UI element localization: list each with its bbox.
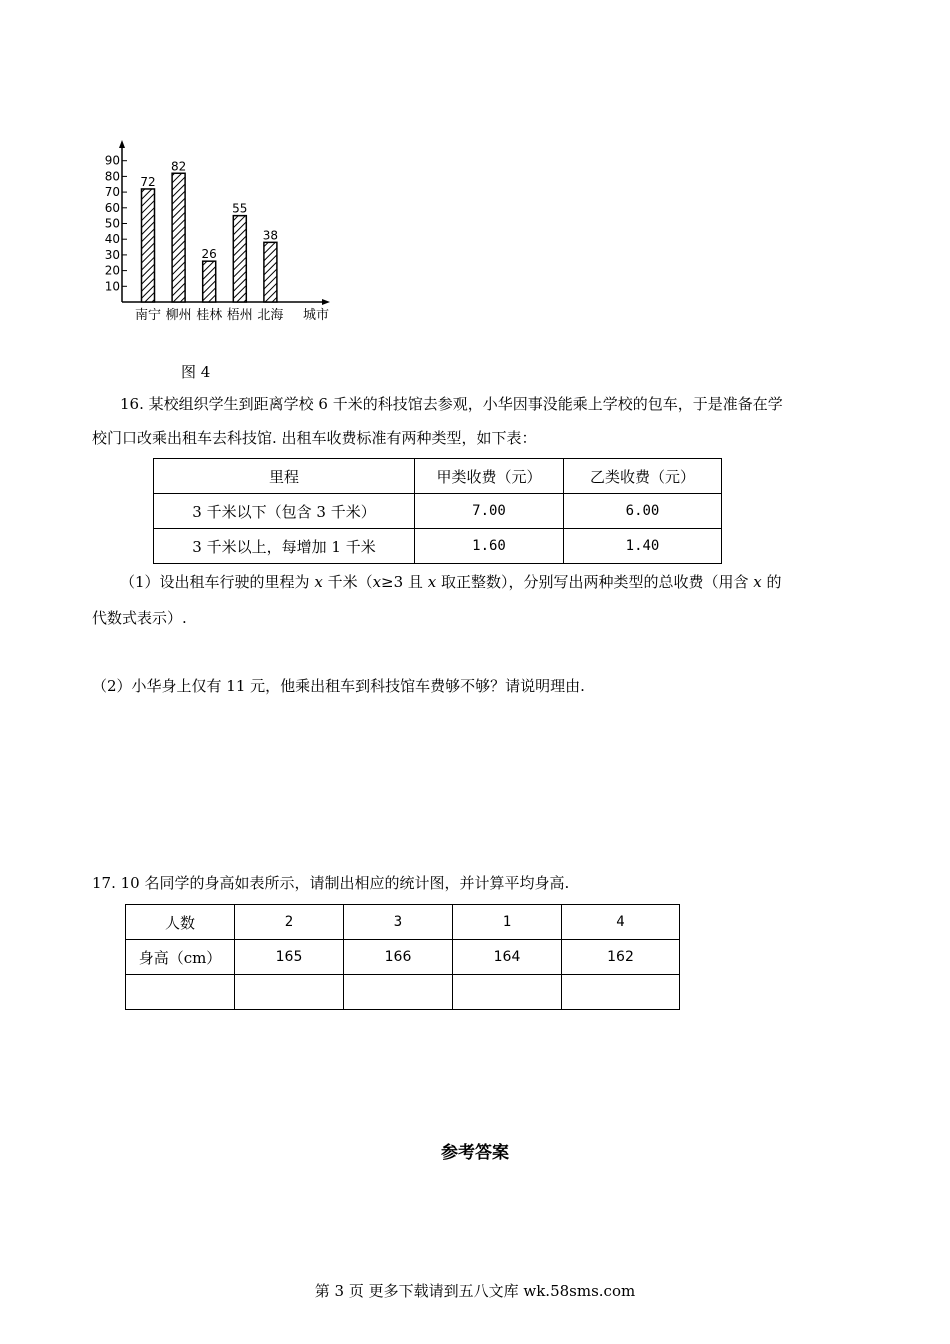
variable-x: x — [314, 573, 323, 591]
bar — [203, 261, 216, 302]
bar-chart — [95, 132, 345, 332]
table-cell: 162 — [562, 940, 680, 975]
table-cell: 4 — [562, 905, 680, 940]
y-tick-label: 50 — [104, 216, 120, 231]
y-axis-arrow — [119, 140, 125, 148]
table-cell — [453, 975, 562, 1010]
table-cell: 3 千米以下（包含 3 千米） — [154, 494, 415, 529]
y-tick-label: 60 — [104, 200, 120, 215]
y-tick-label: 10 — [104, 279, 120, 294]
bar-value-label: 55 — [232, 201, 248, 216]
text-segment: 取正整数），分别写出两种类型的总收费（用含 — [436, 573, 754, 591]
y-tick-label: 30 — [104, 247, 120, 262]
y-tick-label: 80 — [104, 169, 120, 184]
x-axis-label: 城市 — [302, 308, 330, 323]
text-segment: 千米（ — [322, 573, 373, 591]
variable-x: x — [427, 573, 437, 591]
page-footer: 第 3 页 更多下载请到五八文库 wk.58sms.com — [314, 1282, 636, 1300]
q17-line: 17. 10 名同学的身高如表所示，请制出相应的统计图，并计算平均身高. — [92, 874, 570, 892]
bar-value-label: 38 — [262, 228, 279, 243]
table-cell — [235, 975, 344, 1010]
table-row — [126, 905, 680, 940]
table-cell: 2 — [235, 905, 344, 940]
bar-value-label: 72 — [140, 174, 156, 189]
table-row — [154, 494, 722, 529]
variable-x: x — [753, 573, 762, 591]
taxi-fee-table — [153, 458, 722, 564]
table-cell: 1.60 — [415, 529, 564, 564]
x-axis-arrow — [322, 299, 330, 305]
bar — [264, 242, 277, 302]
table-cell: 166 — [344, 940, 453, 975]
bar-value-label: 26 — [201, 247, 217, 262]
table-cell: 3 千米以上，每增加 1 千米 — [154, 529, 415, 564]
table-cell: 身高（cm） — [126, 940, 235, 975]
bar-value-label: 82 — [170, 159, 187, 174]
table-cell: 164 — [453, 940, 562, 975]
bar — [142, 189, 155, 302]
x-category-label: 梧州 — [226, 308, 253, 323]
table-header: 乙类收费（元） — [564, 459, 722, 494]
q16-part-1-line-2: 代数式表示）. — [92, 609, 187, 627]
table-cell: 3 — [344, 905, 453, 940]
q16-part-1 — [120, 571, 781, 593]
y-tick-label: 40 — [104, 232, 120, 247]
variable-x: x — [372, 573, 382, 591]
bar — [172, 173, 185, 302]
y-tick-label: 70 — [104, 185, 120, 200]
figure-caption: 图 4 — [181, 363, 211, 381]
table-header: 甲类收费（元） — [415, 459, 564, 494]
table-cell — [126, 975, 235, 1010]
bar — [233, 216, 246, 302]
table-cell — [562, 975, 680, 1010]
text-segment: 的 — [761, 573, 782, 591]
table-cell: 1 — [453, 905, 562, 940]
answers-title: 参考答案 — [441, 1143, 509, 1163]
y-tick-label: 90 — [104, 153, 120, 168]
height-table — [125, 904, 680, 1010]
q16-part-2: （2）小华身上仅有 11 元，他乘出租车到科技馆车费够不够？请说明理由. — [92, 677, 585, 695]
table-cell: 7.00 — [415, 494, 564, 529]
table-cell: 1.40 — [564, 529, 722, 564]
text-segment: ≥3 且 — [381, 573, 428, 591]
q16-line-2: 校门口改乘出租车去科技馆. 出租车收费标准有两种类型，如下表： — [92, 429, 537, 447]
table-row — [126, 975, 680, 1010]
table-cell: 人数 — [126, 905, 235, 940]
y-tick-label: 20 — [104, 263, 120, 278]
table-row — [126, 940, 680, 975]
x-category-label: 北海 — [257, 308, 284, 323]
table-cell — [344, 975, 453, 1010]
table-cell: 6.00 — [564, 494, 722, 529]
q16-line-1: 16. 某校组织学生到距离学校 6 千米的科技馆去参观，小华因事没能乘上学校的包车，于是准备在学 — [120, 395, 783, 413]
table-header: 里程 — [154, 459, 415, 494]
x-category-label: 柳州 — [165, 308, 192, 323]
x-category-label: 桂林 — [196, 308, 223, 323]
table-row — [154, 529, 722, 564]
x-category-label: 南宁 — [134, 308, 162, 323]
table-header-row — [154, 459, 722, 494]
text-segment: （1）设出租车行驶的里程为 — [120, 573, 315, 591]
table-cell: 165 — [235, 940, 344, 975]
